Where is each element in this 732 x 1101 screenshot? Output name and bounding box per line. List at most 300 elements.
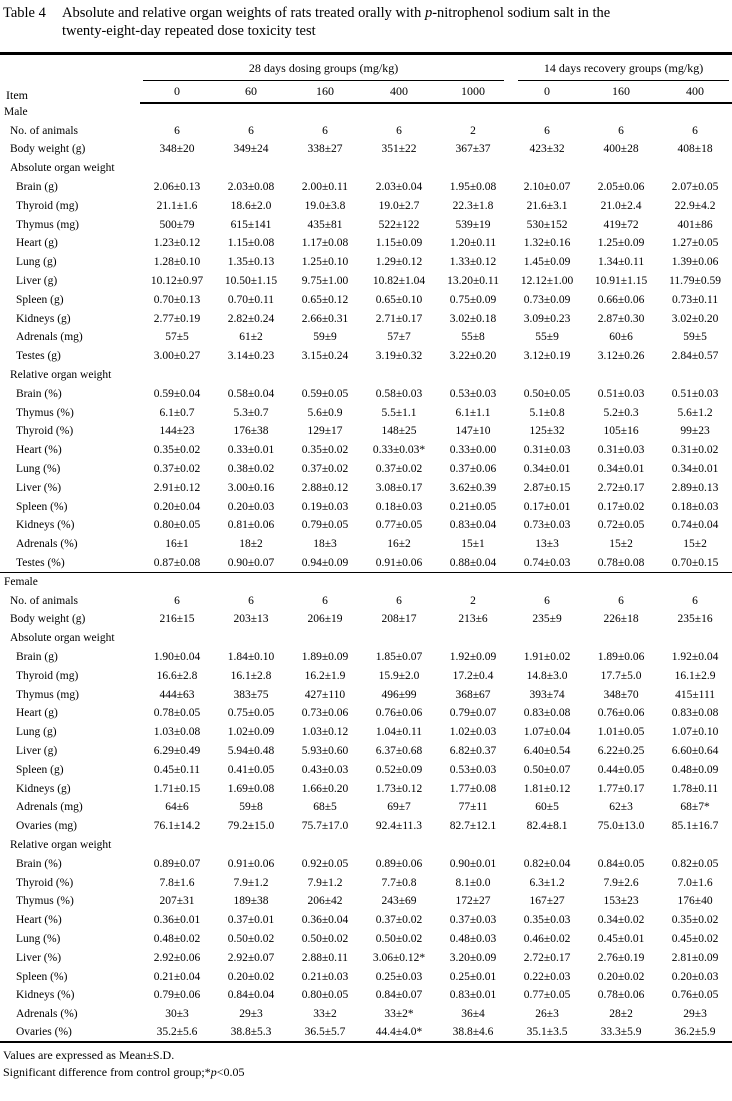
cell-value: 0.78±0.05 xyxy=(153,707,201,720)
cell-value: 17.7±5.0 xyxy=(600,669,642,682)
cell-value: 62±3 xyxy=(609,801,633,814)
cell-value: 338±27 xyxy=(307,143,343,156)
cell-value: 0.50±0.02 xyxy=(375,932,423,945)
cell-value: 615±141 xyxy=(230,218,272,231)
cell-value: 17.2±0.4 xyxy=(452,669,494,682)
cell-value: 79.2±15.0 xyxy=(227,820,275,833)
cell-value: 6.37±0.68 xyxy=(375,744,423,757)
cell-value: 408±18 xyxy=(677,143,713,156)
cell-value: 0.82±0.04 xyxy=(523,857,571,870)
cell-value: 0.44±0.05 xyxy=(597,763,645,776)
cell-value: 1.81±0.12 xyxy=(523,782,571,795)
cell-value: 539±19 xyxy=(455,218,491,231)
table-row xyxy=(0,535,732,554)
cell-value: 7.9±1.2 xyxy=(307,876,343,889)
cell-value: 400±28 xyxy=(603,143,639,156)
cell-value: 18.6±2.0 xyxy=(230,199,272,212)
cell-value: 226±18 xyxy=(603,613,639,626)
row-label: Brain (%) xyxy=(16,857,62,870)
cell-value: 1.77±0.17 xyxy=(597,782,645,795)
cell-value: 1.02±0.03 xyxy=(449,726,497,739)
cell-value: 147±10 xyxy=(455,425,491,438)
cell-value: 9.75±1.00 xyxy=(301,275,349,288)
table-row xyxy=(0,742,732,761)
cell-value: 1.25±0.10 xyxy=(301,256,349,269)
cell-value: 0.25±0.03 xyxy=(375,970,423,983)
table-row xyxy=(0,121,732,140)
cell-value: 0.37±0.06 xyxy=(449,463,497,476)
row-label: Absolute organ weight xyxy=(10,162,115,175)
cell-value: 496±99 xyxy=(381,688,417,701)
cell-value: 3.02±0.18 xyxy=(449,312,497,325)
cell-value: 5.6±0.9 xyxy=(307,406,343,419)
cell-value: 1.45±0.09 xyxy=(523,256,571,269)
table-row xyxy=(0,460,732,479)
cell-value: 5.3±0.7 xyxy=(233,406,269,419)
cell-value: 2.03±0.04 xyxy=(375,181,423,194)
row-label: Heart (g) xyxy=(16,237,58,250)
row-label: Ovaries (%) xyxy=(16,1026,72,1039)
cell-value: 60±6 xyxy=(609,331,633,344)
cell-value: 0.33±0.00 xyxy=(449,444,497,457)
cell-value: 0.89±0.06 xyxy=(375,857,423,870)
row-label: Thymus (%) xyxy=(16,406,74,419)
cell-value: 0.76±0.06 xyxy=(597,707,645,720)
cell-value: 30±3 xyxy=(165,1008,189,1021)
cell-value: 176±40 xyxy=(677,895,713,908)
cell-value: 76.1±14.2 xyxy=(153,820,201,833)
table-row xyxy=(0,554,732,573)
table-row xyxy=(0,159,732,178)
table-row xyxy=(0,441,732,460)
cell-value: 33±2* xyxy=(384,1008,414,1021)
cell-value: 1.02±0.09 xyxy=(227,726,275,739)
caption-line1-pre: Absolute and relative organ weights of rats treated orally with xyxy=(62,5,425,21)
table-row xyxy=(0,178,732,197)
cell-value: 0.83±0.04 xyxy=(449,519,497,532)
cell-value: 14.8±3.0 xyxy=(526,669,568,682)
cell-value: 2.88±0.11 xyxy=(301,951,349,964)
dose-column-header: 0 xyxy=(510,81,584,103)
table-row xyxy=(0,873,732,892)
cell-value: 1.27±0.05 xyxy=(671,237,719,250)
cell-value: 172±27 xyxy=(455,895,491,908)
cell-value: 0.18±0.03 xyxy=(375,500,423,513)
dose-column-header: 1000 xyxy=(436,81,510,103)
cell-value: 57±7 xyxy=(387,331,411,344)
cell-value: 16.1±2.9 xyxy=(674,669,716,682)
cell-value: 61±2 xyxy=(239,331,263,344)
cell-value: 0.74±0.03 xyxy=(523,556,571,569)
cell-value: 0.20±0.04 xyxy=(153,500,201,513)
cell-value: 13.20±0.11 xyxy=(447,275,499,288)
cell-value: 1.29±0.12 xyxy=(375,256,423,269)
table-row xyxy=(0,610,732,629)
cell-value: 15±1 xyxy=(461,538,485,551)
table-row xyxy=(0,967,732,986)
cell-value: 0.22±0.03 xyxy=(523,970,571,983)
cell-value: 2.00±0.11 xyxy=(301,181,349,194)
table-row xyxy=(0,779,732,798)
cell-value: 10.50±1.15 xyxy=(224,275,278,288)
cell-value: 0.91±0.06 xyxy=(227,857,275,870)
cell-value: 0.31±0.02 xyxy=(671,444,719,457)
dose-column-header: 160 xyxy=(584,81,658,103)
cell-value: 44.4±4.0* xyxy=(375,1026,423,1039)
cell-value: 0.83±0.08 xyxy=(523,707,571,720)
cell-value: 2.10±0.07 xyxy=(523,181,571,194)
dosing-group-header-cell xyxy=(140,54,510,81)
cell-value: 1.92±0.04 xyxy=(671,651,719,663)
cell-value: 2.92±0.06 xyxy=(153,951,201,964)
cell-value: 0.82±0.05 xyxy=(671,857,719,870)
cell-value: 19.0±2.7 xyxy=(378,199,420,212)
cell-value: 1.73±0.12 xyxy=(375,782,423,795)
table-row xyxy=(0,948,732,967)
cell-value: 522±122 xyxy=(378,218,420,231)
table-row xyxy=(0,854,732,873)
cell-value: 2.81±0.09 xyxy=(671,951,719,964)
cell-value: 0.78±0.06 xyxy=(597,989,645,1002)
cell-value: 99±23 xyxy=(680,425,710,438)
cell-value: 59±9 xyxy=(313,331,337,344)
table-header xyxy=(0,54,732,103)
row-label: Brain (g) xyxy=(16,651,58,663)
table-row xyxy=(0,629,732,648)
cell-value: 75.0±13.0 xyxy=(597,820,645,833)
cell-value: 6 xyxy=(174,594,180,607)
cell-value: 77±11 xyxy=(458,801,488,814)
group-header-row xyxy=(0,54,732,81)
cell-value: 2.77±0.19 xyxy=(153,312,201,325)
cell-value: 38.8±4.6 xyxy=(452,1026,494,1039)
organ-weights-table xyxy=(0,52,732,1043)
dose-column-header: 60 xyxy=(214,81,288,103)
row-label: Lung (g) xyxy=(16,256,57,269)
row-label: Spleen (%) xyxy=(16,970,68,983)
row-label: Body weight (g) xyxy=(10,613,86,626)
cell-value: 36±4 xyxy=(461,1008,485,1021)
cell-value: 22.9±4.2 xyxy=(674,199,716,212)
cell-value: 351±22 xyxy=(381,143,417,156)
cell-value: 383±75 xyxy=(233,688,269,701)
cell-value: 6.29±0.49 xyxy=(153,744,201,757)
cell-value: 1.15±0.09 xyxy=(375,237,423,250)
row-label: Body weight (g) xyxy=(10,143,86,156)
cell-value: 167±27 xyxy=(529,895,565,908)
table-row xyxy=(0,723,732,742)
cell-value: 38.8±5.3 xyxy=(230,1026,272,1039)
item-column-header: Item xyxy=(6,87,28,102)
row-label: Liver (%) xyxy=(16,481,62,494)
cell-value: 3.09±0.23 xyxy=(523,312,571,325)
table-caption xyxy=(62,5,722,40)
cell-value: 6.22±0.25 xyxy=(597,744,645,757)
row-label: Relative organ weight xyxy=(10,369,112,382)
cell-value: 55±9 xyxy=(535,331,559,344)
row-label: Kidneys (g) xyxy=(16,782,71,795)
cell-value: 21.6±3.1 xyxy=(526,199,568,212)
cell-value: 29±3 xyxy=(683,1008,707,1021)
cell-value: 0.48±0.03 xyxy=(449,932,497,945)
cell-value: 0.52±0.09 xyxy=(375,763,423,776)
cell-value: 0.35±0.02 xyxy=(301,444,349,457)
cell-value: 203±13 xyxy=(233,613,269,626)
cell-value: 2.87±0.30 xyxy=(597,312,645,325)
cell-value: 0.75±0.09 xyxy=(449,293,497,306)
cell-value: 7.8±1.6 xyxy=(159,876,195,889)
cell-value: 144±23 xyxy=(159,425,195,438)
row-label: Kidneys (%) xyxy=(16,989,75,1002)
cell-value: 11.79±0.59 xyxy=(669,275,721,288)
cell-value: 6.40±0.54 xyxy=(523,744,571,757)
cell-value: 57±5 xyxy=(165,331,189,344)
cell-value: 348±20 xyxy=(159,143,195,156)
cell-value: 0.73±0.06 xyxy=(301,707,349,720)
cell-value: 3.20±0.09 xyxy=(449,951,497,964)
cell-value: 3.15±0.24 xyxy=(301,350,349,363)
footnote-mean-sd: Values are expressed as Mean±S.D. xyxy=(3,1048,175,1063)
cell-value: 2.66±0.31 xyxy=(301,312,349,325)
cell-value: 0.50±0.07 xyxy=(523,763,571,776)
cell-value: 35.2±5.6 xyxy=(156,1026,198,1039)
table-row xyxy=(0,497,732,516)
cell-value: 0.91±0.06 xyxy=(375,556,423,569)
cell-value: 1.90±0.04 xyxy=(153,651,201,663)
cell-value: 64±6 xyxy=(165,801,189,814)
cell-value: 5.1±0.8 xyxy=(529,406,565,419)
cell-value: 0.53±0.03 xyxy=(449,763,497,776)
dose-column-header: 0 xyxy=(140,81,214,103)
section-header-row xyxy=(0,103,732,122)
cell-value: 3.08±0.17 xyxy=(375,481,423,494)
cell-value: 2.72±0.17 xyxy=(523,951,571,964)
cell-value: 3.19±0.32 xyxy=(375,350,423,363)
cell-value: 3.00±0.27 xyxy=(153,350,201,363)
cell-value: 6.1±0.7 xyxy=(159,406,195,419)
cell-value: 1.32±0.16 xyxy=(523,237,571,250)
table-row xyxy=(0,478,732,497)
cell-value: 0.37±0.02 xyxy=(153,463,201,476)
row-label: Lung (g) xyxy=(16,726,57,739)
cell-value: 0.73±0.09 xyxy=(523,293,571,306)
cell-value: 0.35±0.03 xyxy=(523,914,571,927)
cell-value: 0.36±0.01 xyxy=(153,914,201,927)
cell-value: 368±67 xyxy=(455,688,491,701)
cell-value: 148±25 xyxy=(381,425,417,438)
cell-value: 444±63 xyxy=(159,688,195,701)
cell-value: 0.31±0.03 xyxy=(597,444,645,457)
table-row xyxy=(0,666,732,685)
table-row xyxy=(0,911,732,930)
cell-value: 6.60±0.64 xyxy=(671,744,719,757)
cell-value: 208±17 xyxy=(381,613,417,626)
cell-value: 21.0±2.4 xyxy=(600,199,642,212)
row-label: Lung (%) xyxy=(16,463,61,476)
row-label: Lung (%) xyxy=(16,932,61,945)
cell-value: 6 xyxy=(248,594,254,607)
cell-value: 0.34±0.02 xyxy=(597,914,645,927)
table-row xyxy=(0,704,732,723)
cell-value: 0.80±0.05 xyxy=(301,989,349,1002)
cell-value: 21.1±1.6 xyxy=(156,199,198,212)
dose-column-header: 400 xyxy=(658,81,732,103)
cell-value: 18±2 xyxy=(239,538,263,551)
cell-value: 0.19±0.03 xyxy=(301,500,349,513)
cell-value: 18±3 xyxy=(313,538,337,551)
cell-value: 5.93±0.60 xyxy=(301,744,349,757)
caption-italic-p: p xyxy=(424,5,433,21)
cell-value: 16.2±1.9 xyxy=(304,669,346,682)
cell-value: 0.48±0.09 xyxy=(671,763,719,776)
cell-value: 6 xyxy=(544,594,550,607)
cell-value: 29±3 xyxy=(239,1008,263,1021)
cell-value: 13±3 xyxy=(535,538,559,551)
table-row xyxy=(0,648,732,667)
cell-value: 427±110 xyxy=(304,688,346,701)
cell-value: 1.78±0.11 xyxy=(671,782,719,795)
cell-value: 0.78±0.08 xyxy=(597,556,645,569)
footnote-significance-pre: Significant difference from control group;* xyxy=(3,1064,211,1079)
row-label: Kidneys (g) xyxy=(16,312,71,325)
cell-value: 0.34±0.01 xyxy=(597,463,645,476)
cell-value: 0.31±0.03 xyxy=(523,444,571,457)
cell-value: 235±16 xyxy=(677,613,713,626)
cell-value: 0.94±0.09 xyxy=(301,556,349,569)
cell-value: 1.20±0.11 xyxy=(449,237,497,250)
recovery-group-header: 14 days recovery groups (mg/kg) xyxy=(518,61,729,81)
table-row xyxy=(0,234,732,253)
table-row xyxy=(0,272,732,291)
cell-value: 2.03±0.08 xyxy=(227,181,275,194)
cell-value: 36.2±5.9 xyxy=(674,1026,716,1039)
cell-value: 0.45±0.02 xyxy=(671,932,719,945)
cell-value: 0.50±0.05 xyxy=(523,387,571,400)
cell-value: 6.3±1.2 xyxy=(529,876,565,889)
cell-value: 1.03±0.12 xyxy=(301,726,349,739)
cell-value: 0.83±0.01 xyxy=(449,989,497,1002)
cell-value: 0.77±0.05 xyxy=(375,519,423,532)
table-row xyxy=(0,253,732,272)
section-header-row xyxy=(0,572,732,591)
cell-value: 0.75±0.05 xyxy=(227,707,275,720)
row-label: Relative organ weight xyxy=(10,838,112,851)
cell-value: 6 xyxy=(544,124,550,137)
cell-value: 1.84±0.10 xyxy=(227,651,275,663)
table-row xyxy=(0,422,732,441)
cell-value: 33.3±5.9 xyxy=(600,1026,642,1039)
cell-value: 0.53±0.03 xyxy=(449,387,497,400)
row-label: Brain (%) xyxy=(16,387,62,400)
cell-value: 1.69±0.08 xyxy=(227,782,275,795)
table-row xyxy=(0,836,732,855)
cell-value: 206±42 xyxy=(307,895,343,908)
cell-value: 0.17±0.02 xyxy=(597,500,645,513)
cell-value: 3.22±0.20 xyxy=(449,350,497,363)
cell-value: 15±2 xyxy=(609,538,633,551)
cell-value: 0.34±0.01 xyxy=(523,463,571,476)
row-label: Thyroid (mg) xyxy=(16,199,79,212)
row-label: Heart (%) xyxy=(16,444,62,457)
cell-value: 2 xyxy=(470,594,476,607)
cell-value: 5.94±0.48 xyxy=(227,744,275,757)
cell-value: 3.62±0.39 xyxy=(449,481,497,494)
cell-value: 82.7±12.1 xyxy=(449,820,497,833)
cell-value: 1.15±0.08 xyxy=(227,237,275,250)
table-row xyxy=(0,309,732,328)
cell-value: 0.70±0.13 xyxy=(153,293,201,306)
cell-value: 423±32 xyxy=(529,143,565,156)
cell-value: 1.07±0.04 xyxy=(523,726,571,739)
cell-value: 0.90±0.07 xyxy=(227,556,275,569)
cell-value: 216±15 xyxy=(159,613,195,626)
cell-value: 2.76±0.19 xyxy=(597,951,645,964)
cell-value: 0.45±0.01 xyxy=(597,932,645,945)
table-row xyxy=(0,290,732,309)
cell-value: 0.51±0.03 xyxy=(597,387,645,400)
row-label: No. of animals xyxy=(10,124,79,137)
cell-value: 6.1±1.1 xyxy=(455,406,491,419)
cell-value: 1.66±0.20 xyxy=(301,782,349,795)
cell-value: 0.65±0.12 xyxy=(301,293,349,306)
cell-value: 33±2 xyxy=(313,1008,337,1021)
cell-value: 0.79±0.06 xyxy=(153,989,201,1002)
cell-value: 6 xyxy=(692,124,698,137)
cell-value: 28±2 xyxy=(609,1008,633,1021)
cell-value: 415±111 xyxy=(675,688,716,701)
cell-value: 6 xyxy=(618,124,624,137)
table-row xyxy=(0,403,732,422)
footnote-italic-p: p xyxy=(210,1064,217,1079)
caption-line1-post: -nitrophenol sodium salt in the xyxy=(432,5,611,21)
table-row xyxy=(0,930,732,949)
cell-value: 0.79±0.05 xyxy=(301,519,349,532)
cell-value: 12.12±1.00 xyxy=(520,275,574,288)
cell-value: 1.34±0.11 xyxy=(597,256,645,269)
cell-value: 1.33±0.12 xyxy=(449,256,497,269)
cell-value: 0.20±0.02 xyxy=(597,970,645,983)
cell-value: 16±1 xyxy=(165,538,189,551)
cell-value: 2.87±0.15 xyxy=(523,481,571,494)
recovery-group-header-cell xyxy=(510,54,732,81)
cell-value: 2.07±0.05 xyxy=(671,181,719,194)
cell-value: 0.81±0.06 xyxy=(227,519,275,532)
cell-value: 0.25±0.01 xyxy=(449,970,497,983)
cell-value: 2.92±0.07 xyxy=(227,951,275,964)
cell-value: 0.84±0.07 xyxy=(375,989,423,1002)
cell-value: 6 xyxy=(396,124,402,137)
cell-value: 1.77±0.08 xyxy=(449,782,497,795)
cell-value: 16.6±2.8 xyxy=(156,669,198,682)
cell-value: 153±23 xyxy=(603,895,639,908)
cell-value: 6 xyxy=(618,594,624,607)
row-label: Spleen (g) xyxy=(16,293,64,306)
row-label: Adrenals (%) xyxy=(16,1008,78,1021)
cell-value: 7.0±1.6 xyxy=(677,876,713,889)
cell-value: 0.89±0.07 xyxy=(153,857,201,870)
table-row xyxy=(0,685,732,704)
table-row xyxy=(0,591,732,610)
cell-value: 16±2 xyxy=(387,538,411,551)
cell-value: 7.9±1.2 xyxy=(233,876,269,889)
cell-value: 1.04±0.11 xyxy=(375,726,423,739)
cell-value: 0.37±0.02 xyxy=(375,463,423,476)
cell-value: 213±6 xyxy=(458,613,488,626)
cell-value: 68±7* xyxy=(680,801,710,814)
cell-value: 367±37 xyxy=(455,143,491,156)
cell-value: 55±8 xyxy=(461,331,485,344)
row-label: Liver (%) xyxy=(16,951,62,964)
